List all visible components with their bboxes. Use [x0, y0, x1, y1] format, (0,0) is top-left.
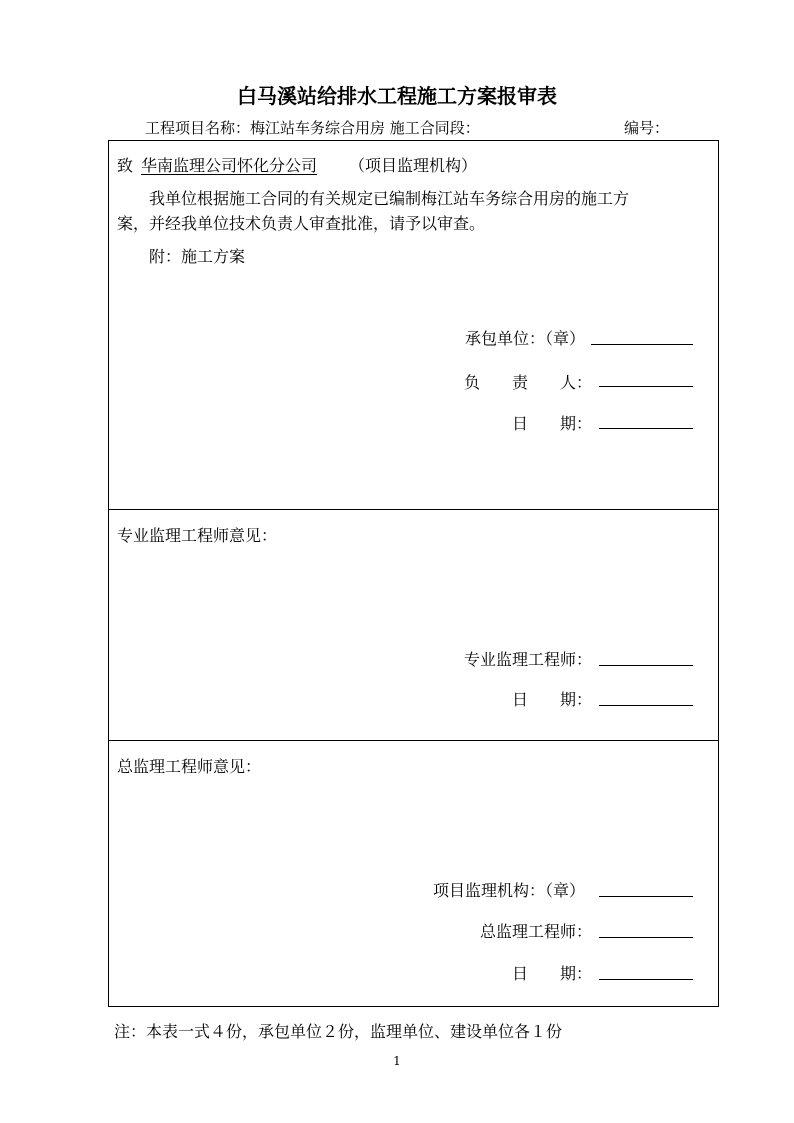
specialist-engineer-label: 专业监理工程师：: [463, 650, 592, 669]
chief-engineer-label: 总监理工程师：: [479, 922, 592, 941]
chief-date-line: [599, 979, 693, 980]
submission-date-label: 日 期：: [511, 414, 592, 433]
chief-date-label: 日 期：: [511, 964, 592, 983]
responsible-person-line: [599, 386, 693, 387]
submission-date-line: [599, 428, 693, 429]
project-name-label: 工程项目名称：梅江站车务综合用房 施工合同段：: [145, 119, 480, 137]
to-prefix: 致: [117, 156, 134, 175]
approval-form-table: [108, 140, 719, 1007]
form-title: 白马溪站给排水工程施工方案报审表: [237, 84, 557, 108]
responsible-person-label: 负 责 人：: [463, 373, 592, 392]
form-number-label: 编号：: [624, 119, 670, 137]
supervision-org-seal-label: 项目监理机构：（章）: [432, 881, 585, 900]
body-text-line-1: 我单位根据施工合同的有关规定已编制梅江站车务综合用房的施工方: [149, 189, 630, 208]
specialist-opinion-heading: 专业监理工程师意见：: [117, 526, 278, 545]
addressee-org: 华南监理公司怀化分公司: [141, 156, 318, 175]
page-number: 1: [393, 1054, 401, 1068]
chief-engineer-section: [109, 740, 718, 1007]
specialist-date-line: [599, 705, 693, 706]
contractor-signature-line: [591, 344, 693, 345]
specialist-engineer-section: [109, 509, 718, 741]
addressee-suffix: （项目监理机构）: [349, 156, 478, 175]
attachment-label: 附：施工方案: [149, 247, 246, 266]
specialist-date-label: 日 期：: [511, 690, 592, 709]
body-text-line-2: 案，并经我单位技术负责人审查批准，请予以审查。: [117, 214, 486, 233]
footer-note: 注：本表一式４份，承包单位２份，监理单位、建设单位各１份: [114, 1022, 563, 1041]
chief-engineer-line: [599, 937, 693, 938]
chief-opinion-heading: 总监理工程师意见：: [117, 757, 262, 776]
supervision-org-line: [599, 896, 693, 897]
contractor-seal-label: 承包单位：（章）: [464, 329, 585, 348]
specialist-engineer-line: [599, 665, 693, 666]
